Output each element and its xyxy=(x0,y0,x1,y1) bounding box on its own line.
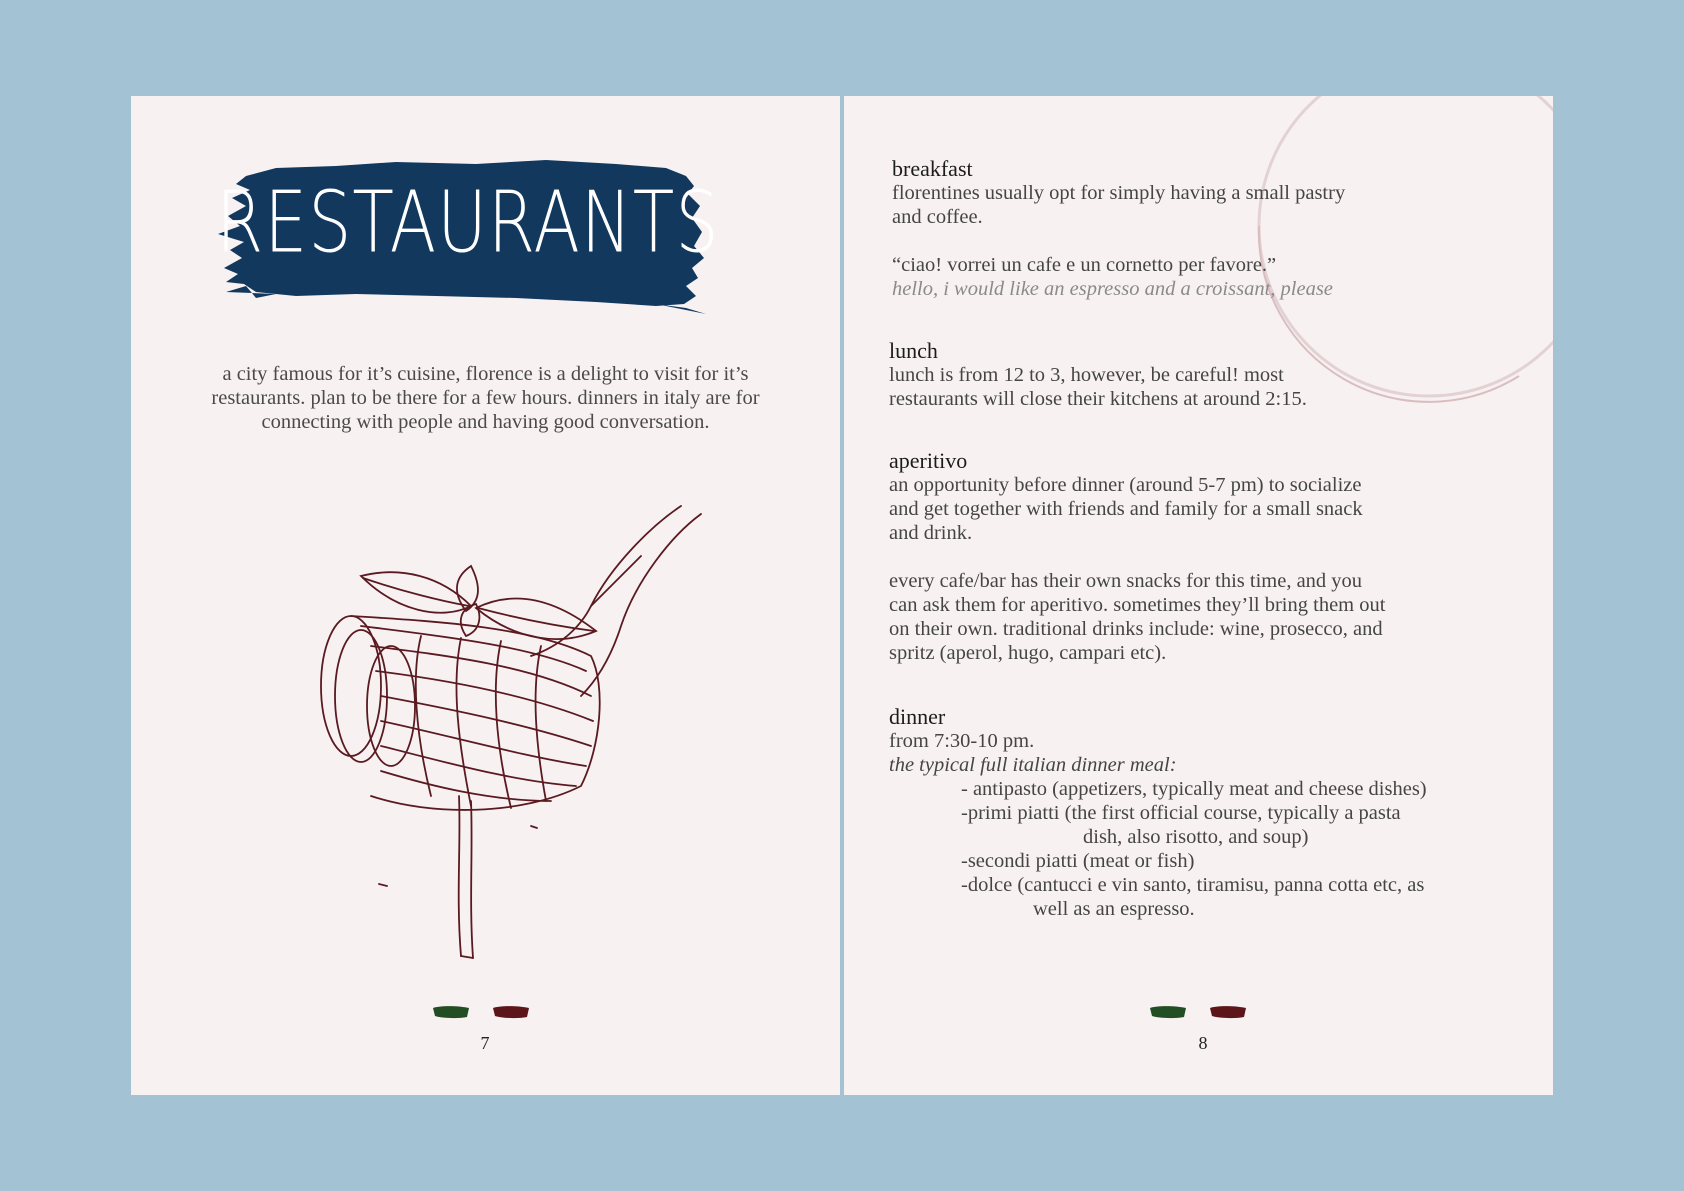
list-item: -primi piatti (the first official course, typically a pasta xyxy=(961,802,1401,824)
pasta-fork-illustration xyxy=(291,496,711,966)
breakfast-quote: “ciao! vorrei un cafe e un cornetto per favore.” xyxy=(892,254,1277,276)
aperitivo-text-1: an opportunity before dinner (around 5-7 pm) to socialize and get together with friends and family for a small snack and drink. xyxy=(889,474,1363,544)
page-number: 8 xyxy=(1198,1033,1208,1053)
page-number: 7 xyxy=(480,1033,490,1053)
page-title: RESTAURANTS xyxy=(216,174,720,273)
list-item: - antipasto (appetizers, typically meat and cheese dishes) xyxy=(961,778,1427,800)
dinner-subtitle: the typical full italian dinner meal: xyxy=(889,754,1177,776)
lunch-text: lunch is from 12 to 3, however, be careful! most restaurants will close their kitchens at around 2:15. xyxy=(889,364,1307,410)
dinner-time: from 7:30-10 pm. xyxy=(889,730,1035,752)
italian-flag-icon xyxy=(431,1004,531,1020)
left-page xyxy=(131,96,840,1095)
dinner-title: dinner xyxy=(889,704,946,729)
aperitivo-text-2: every cafe/bar has their own snacks for this time, and you can ask them for aperitivo. sometimes they’ll bring them out on their own. traditional drinks include: wine, prosecco, and spritz (aperol, hugo, campari etc). xyxy=(889,570,1386,664)
intro-line: connecting with people and having good conversation. xyxy=(261,411,710,433)
breakfast-title: breakfast xyxy=(892,156,973,181)
right-page xyxy=(844,96,1553,1095)
list-item: -secondi piatti (meat or fish) xyxy=(961,850,1195,872)
intro-line: a city famous for it’s cuisine, florence is a delight to visit for it’s xyxy=(222,363,749,385)
breakfast-text: florentines usually opt for simply having a small pastry and coffee. xyxy=(892,182,1346,228)
lunch-title: lunch xyxy=(889,338,938,363)
intro-text xyxy=(171,362,800,434)
aperitivo-title: aperitivo xyxy=(889,448,968,473)
intro-line: restaurants. plan to be there for a few hours. dinners in italy are for xyxy=(211,387,760,409)
list-item: -dolce (cantucci e vin santo, tiramisu, panna cotta etc, as xyxy=(961,874,1425,896)
breakfast-translation: hello, i would like an espresso and a croissant, please xyxy=(892,278,1333,300)
italian-flag-icon xyxy=(1148,1004,1248,1020)
list-item: dish, also risotto, and soup) xyxy=(1083,826,1309,848)
list-item: well as an espresso. xyxy=(1033,898,1195,920)
